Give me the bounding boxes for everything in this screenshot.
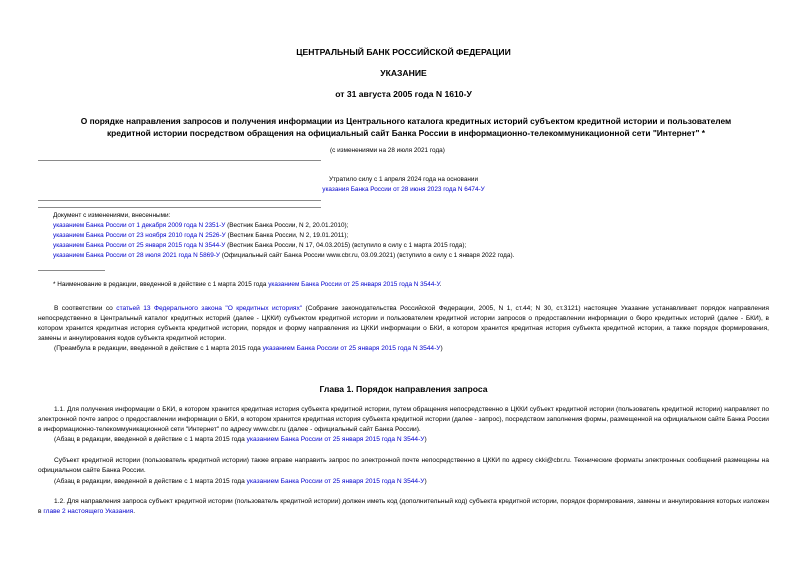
chapter-2-link[interactable]: главе 2 настоящего Указания bbox=[43, 508, 134, 515]
change-text: (Вестник Банка России, N 2, 20.01.2010); bbox=[225, 222, 349, 229]
lapsed-notice bbox=[250, 175, 557, 195]
chapter-1-heading: Глава 1. Порядок направления запроса bbox=[319, 384, 488, 394]
footnote bbox=[53, 280, 773, 290]
note-end: ) bbox=[424, 436, 427, 443]
change-link[interactable]: указанием Банка России от 28 июля 2021 года N 5869-У bbox=[53, 252, 220, 259]
note-link[interactable]: указанием Банка России от 25 января 2015 года N 3544-У bbox=[262, 345, 441, 352]
note-end: ) bbox=[440, 345, 443, 352]
change-link[interactable]: указанием Банка России от 25 января 2015 года N 3544-У bbox=[53, 242, 226, 249]
document-type: УКАЗАНИЕ bbox=[380, 68, 427, 78]
note-text: (Преамбула в редакции, введенной в действие с 1 марта 2015 года bbox=[54, 345, 263, 352]
lapsed-text: Утратило силу с 1 апреля 2024 года на основании bbox=[328, 176, 479, 183]
paragraph-1-2 bbox=[38, 497, 769, 517]
bank-name: ЦЕНТРАЛЬНЫЙ БАНК РОССИЙСКОЙ ФЕДЕРАЦИИ bbox=[296, 47, 511, 57]
footnote-text: * Наименование в редакции, введенной в действие с 1 марта 2015 года bbox=[53, 281, 269, 288]
note-text: (Абзац в редакции, введенной в действие с 1 марта 2015 года bbox=[54, 436, 247, 443]
changes-intro: Документ с изменениями, внесенными: bbox=[53, 212, 171, 219]
change-text: (Официальный сайт Банка России www.cbr.ru, 03.09.2021) (вступило в силу с 1 января 2022 года). bbox=[219, 252, 515, 259]
preamble-paragraph bbox=[38, 304, 769, 344]
paragraph-text: 1.2. Для направления запроса субъект кредитной истории (пользователь кредитной истории) должен иметь код (дополнительный код) субъекта кредитной истории, порядок формирования, замены и аннулирования которых изложен в bbox=[38, 498, 769, 515]
footnote-end: . bbox=[439, 281, 442, 288]
divider bbox=[38, 160, 321, 161]
note-text: (Абзац в редакции, введенной в действие с 1 марта 2015 года bbox=[54, 478, 247, 485]
paragraph-1-1: 1.1. Для получения информации о БКИ, в котором хранится кредитная история субъекта кредитной истории, путем обращения непосредственно в ЦККИ субъект кредитной истории (пользователь кредитной истории) направляет по электронной почте запрос о предоставлении информации о БКИ, в котором хранится кредитная история субъекта кредитной истории (далее - запрос), посредством заполнения формы, размещенной на официальном сайте Банка России в информационно-телекоммуникационной сети "Интернет" по адресу www.cbr.ru (далее - официальный сайт Банка России). bbox=[38, 406, 769, 433]
preamble-text: (Собрание законодательства Российской Федерации, 2005, N 1, ст.44; N 30, ст.3121) настоящее Указание устанавливает порядок направления непосредственно в Центральный каталог кредитных историй (далее - ЦККИ) субъектом кредитной истории и пользователем кредитной истории запросов о предоставлении информации о бюро кредитных историй (далее - БКИ), в котором хранится кредитная история субъекта кредитной истории, порядок и форму направления из ЦККИ информации о БКИ, в котором хранится кредитная история субъекта кредитной истории, а также порядок формирования, замены и аннулирования кодов субъекта кредитной истории. bbox=[38, 305, 769, 342]
footnote-link[interactable]: указанием Банка России от 25 января 2015 года N 3544-У bbox=[268, 281, 440, 288]
change-item bbox=[53, 251, 773, 261]
preamble-note bbox=[54, 344, 769, 354]
title-line-1: О порядке направления запросов и получения информации из Центрального каталога кредитных историй субъектом кредитной истории и пользователем bbox=[80, 116, 732, 126]
document-title bbox=[50, 115, 762, 139]
amendment-note: (с изменениями на 28 июля 2021 года) bbox=[330, 147, 445, 154]
preamble-text: В соответствии со bbox=[54, 305, 117, 312]
paragraph-1-1-note bbox=[54, 435, 769, 445]
paragraph-1-1-b: Субъект кредитной истории (пользователь кредитной истории) также вправе направить запрос по электронной почте непосредственно в ЦККИ по адресу ckki@cbr.ru. Технические форматы электронных сообщений размещены на официальном сайте Банка России. bbox=[38, 457, 769, 474]
change-item bbox=[53, 231, 773, 241]
change-item bbox=[53, 221, 773, 231]
change-text: (Вестник Банка России, N 17, 04.03.2015) (вступило в силу с 1 марта 2015 года); bbox=[225, 242, 467, 249]
law-link[interactable]: статьей 13 Федерального закона "О кредитных историях" bbox=[116, 305, 303, 312]
note-link[interactable]: указанием Банка России от 25 января 2015 года N 3544-У bbox=[246, 436, 425, 443]
change-link[interactable]: указанием Банка России от 23 ноября 2010 года N 2526-У bbox=[53, 232, 226, 239]
lapsed-link[interactable]: указания Банка России от 28 июня 2023 года N 6474-У bbox=[322, 186, 485, 193]
change-link[interactable]: указанием Банка России от 1 декабря 2009 года N 2351-У bbox=[53, 222, 226, 229]
changes-block bbox=[53, 211, 773, 261]
divider bbox=[38, 200, 321, 201]
note-link[interactable]: указанием Банка России от 25 января 2015 года N 3544-У bbox=[246, 478, 425, 485]
document-date-number: от 31 августа 2005 года N 1610-У bbox=[335, 89, 472, 99]
change-item bbox=[53, 241, 773, 251]
paragraph-end: . bbox=[133, 508, 136, 515]
paragraph-1-1-b-note bbox=[54, 477, 769, 487]
footnote-divider bbox=[38, 270, 105, 271]
title-line-2: кредитной истории посредством обращения на официальный сайт Банка России в информационно-телекоммуникационной сети "Интернет" * bbox=[106, 128, 706, 138]
divider bbox=[38, 207, 321, 208]
change-text: (Вестник Банка России, N 2, 19.01.2011); bbox=[225, 232, 349, 239]
note-end: ) bbox=[424, 478, 427, 485]
